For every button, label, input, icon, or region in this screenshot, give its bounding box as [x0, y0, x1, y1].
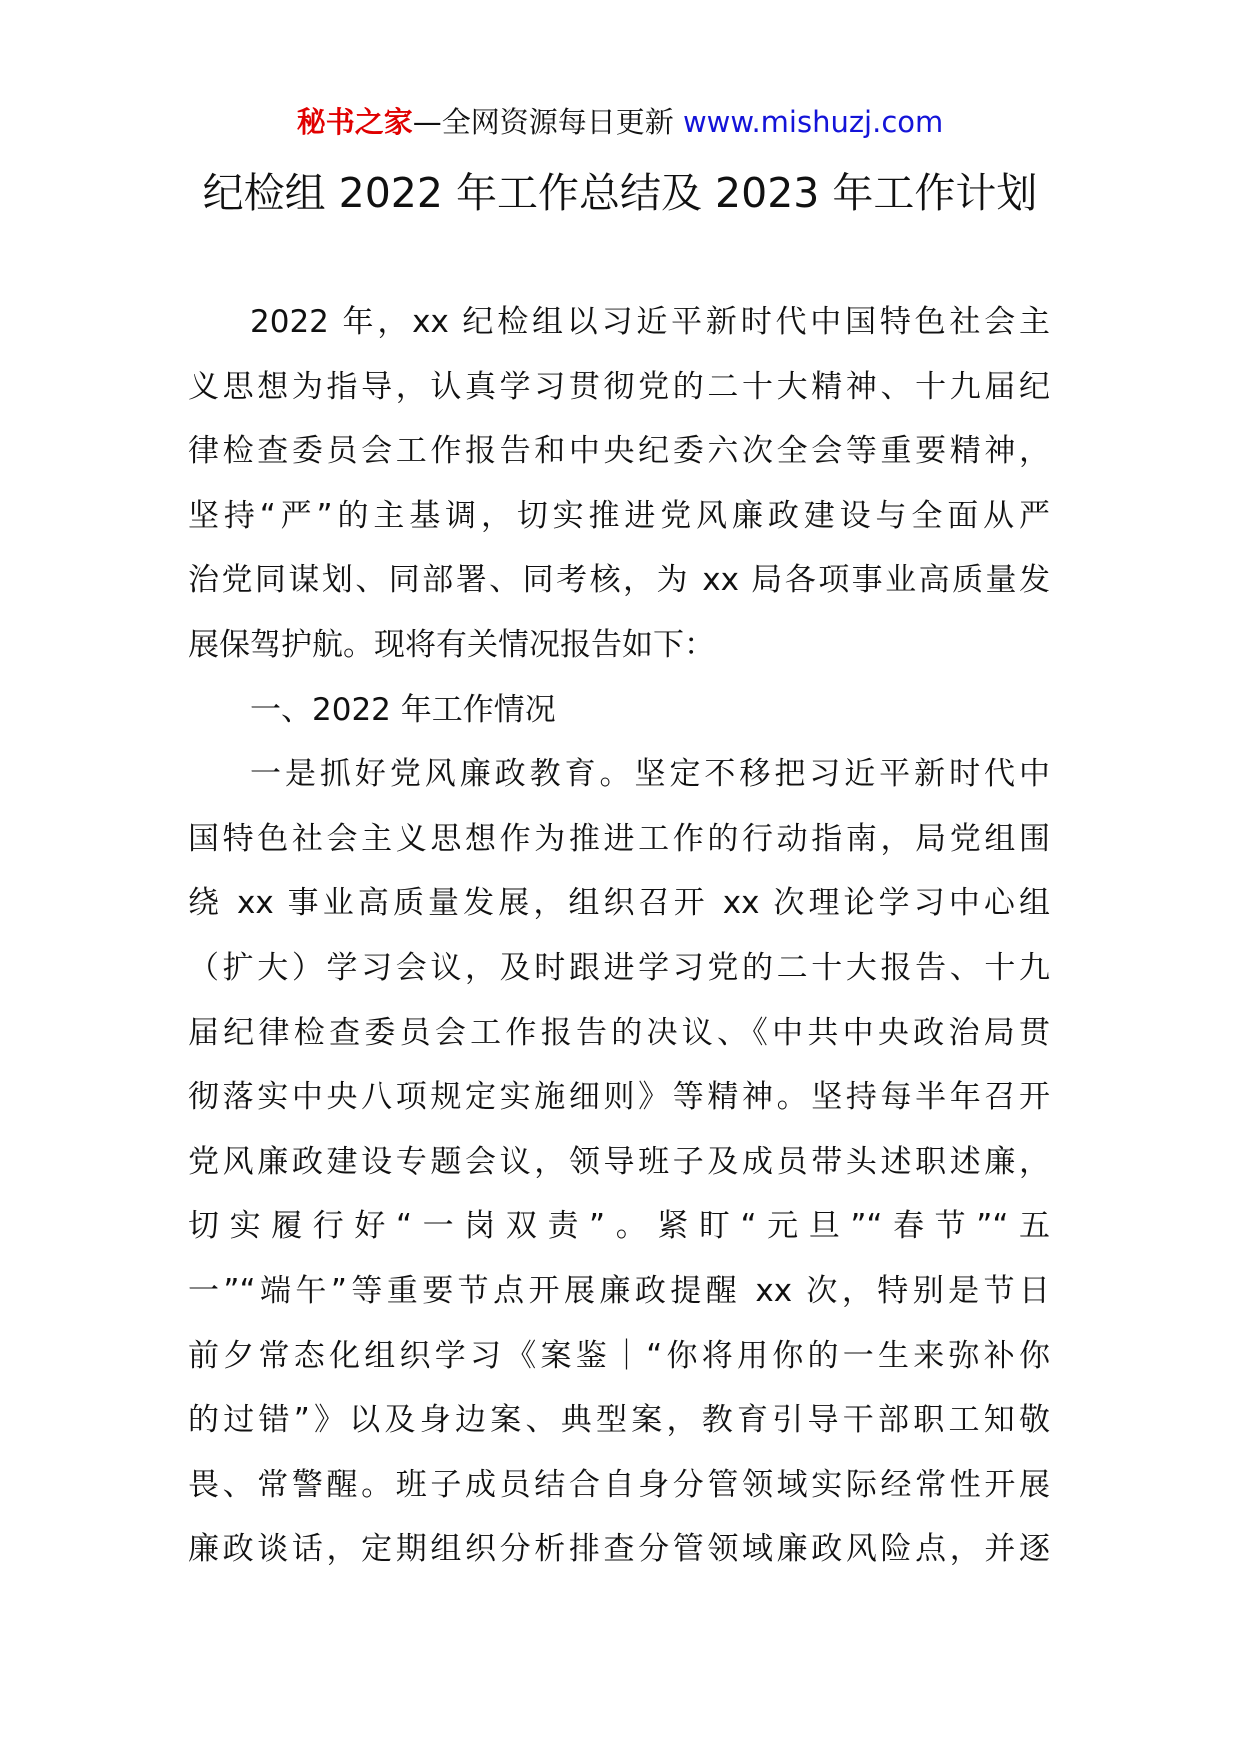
site-url-link[interactable]: www.mishuzj.com: [682, 105, 944, 139]
paragraph-line: 切实履行好“一岗双责”。紧盯“元旦”“春节”“五: [188, 1208, 1050, 1245]
paragraph-line: 党风廉政建设专题会议，领导班子及成员带头述职述廉，: [188, 1143, 1050, 1180]
header-tagline: —全网资源每日更新: [412, 105, 683, 139]
document-body: [188, 290, 1050, 1582]
section-heading: 一、2022 年工作情况: [250, 691, 556, 728]
paragraph-line: 畏、常警醒。班子成员结合自身分管领域实际经常性开展: [188, 1466, 1050, 1503]
paragraph-line: 廉政谈话，定期组织分析排查分管领域廉政风险点，并逐: [188, 1531, 1050, 1568]
paragraph-line: 一”“端午”等重要节点开展廉政提醒 xx 次，特别是节日: [188, 1272, 1050, 1309]
paragraph-line: 届纪律检查委员会工作报告的决议、《中共中央政治局贯: [188, 1014, 1050, 1051]
paragraph-intro-line: 展保驾护航。现将有关情况报告如下：: [188, 626, 715, 663]
paragraph-line: 的过错”》以及身边案、典型案，教育引导干部职工知敬: [188, 1402, 1050, 1439]
paragraph-line: 绕 xx 事业高质量发展，组织召开 xx 次理论学习中心组: [188, 885, 1050, 922]
paragraph-intro-line: 义思想为指导，认真学习贯彻党的二十大精神、十九届纪: [188, 368, 1050, 405]
paragraph-line: （扩大）学习会议，及时跟进学习党的二十大报告、十九: [188, 949, 1050, 986]
paragraph-intro-line: 治党同谋划、同部署、同考核，为 xx 局各项事业高质量发: [188, 562, 1050, 599]
paragraph-intro-line: 坚持“严”的主基调，切实推进党风廉政建设与全面从严: [188, 497, 1050, 534]
paragraph-intro-line: 律检查委员会工作报告和中央纪委六次全会等重要精神，: [188, 433, 1050, 470]
paragraph-line: 一是抓好党风廉政教育。坚定不移把习近平新时代中: [250, 756, 1050, 793]
paragraph-line: 前夕常态化组织学习《案鉴｜“你将用你的一生来弥补你: [188, 1337, 1050, 1374]
document-title: 纪检组 2022 年工作总结及 2023 年工作计划: [202, 169, 1038, 217]
paragraph-line: 彻落实中央八项规定实施细则》等精神。坚持每半年召开: [188, 1079, 1050, 1116]
brand-name: 秘书之家: [296, 105, 413, 139]
paragraph-line: 国特色社会主义思想作为推进工作的行动指南，局党组围: [188, 820, 1050, 857]
site-header: [0, 102, 1240, 142]
paragraph-intro-line: 2022 年，xx 纪检组以习近平新时代中国特色社会主: [250, 304, 1050, 340]
